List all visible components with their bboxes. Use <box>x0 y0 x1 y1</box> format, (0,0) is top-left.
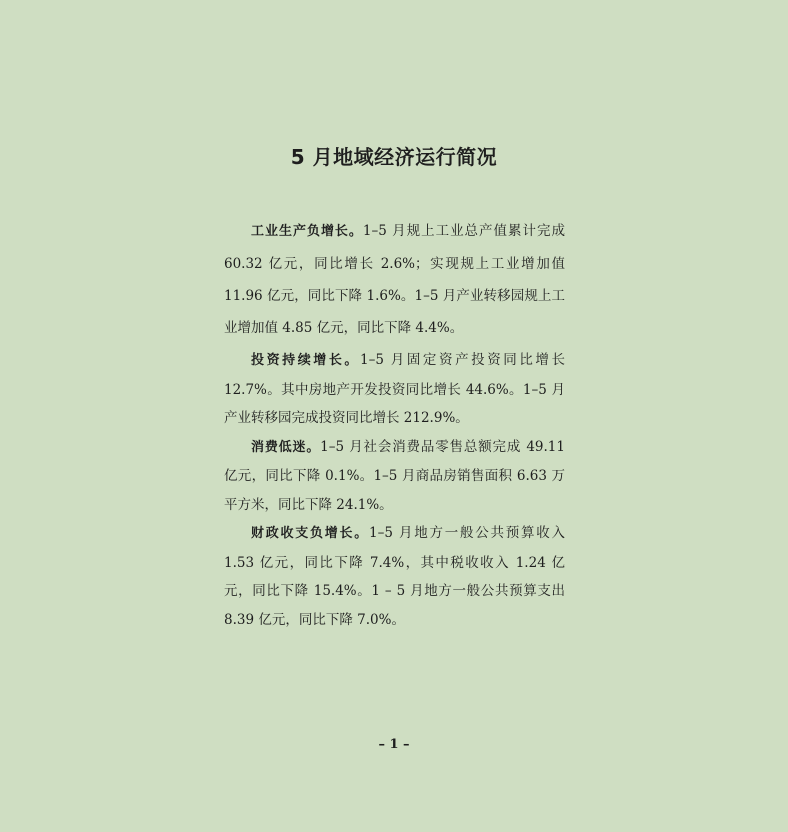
paragraph-investment <box>224 346 565 433</box>
paragraph-text-investment: 1–5 月固定资产投资同比增长 12.7%。其中房地产开发投资同比增长 44.6%。1–5 月产业转移园完成投资同比增长 212.9%。 <box>224 352 565 426</box>
page-title: 5 月地域经济运行简况 <box>290 145 498 169</box>
paragraph-heading-investment: 投资持续增长。 <box>251 353 360 368</box>
paragraph-heading-finance: 财政收支负增长。 <box>251 526 370 541</box>
document-body <box>224 215 565 634</box>
page-number: – 1 – <box>378 737 410 752</box>
paragraph-text-consumption: 1–5 月社会消费品零售总额完成 49.11 亿元，同比下降 0.1%。1–5 月商品房销售面积 6.63 万平方米，同比下降 24.1%。 <box>224 438 565 513</box>
paragraph-text-finance: 1–5 月地方一般公共预算收入 1.53 亿元，同比下降 7.4%，其中税收收入 1.24 亿元，同比下降 15.4%。1 – 5 月地方一般公共预算支出 8.39 亿元，同比下降 7.0%。 <box>224 525 565 628</box>
paragraph-heading-industry: 工业生产负增长。 <box>251 224 363 239</box>
paragraph-consumption <box>224 433 565 520</box>
paragraph-text-industry: 1–5 月规上工业总产值累计完成 60.32 亿元，同比增长 2.6%；实现规上工业增加值 11.96 亿元，同比下降 1.6%。1–5 月产业转移园规上工业增加值 4.85 亿元，同比下降 4.4%。 <box>224 223 565 336</box>
paragraph-heading-consumption: 消费低迷。 <box>251 439 321 455</box>
paragraph-finance <box>224 519 565 634</box>
paragraph-industry <box>224 215 565 344</box>
